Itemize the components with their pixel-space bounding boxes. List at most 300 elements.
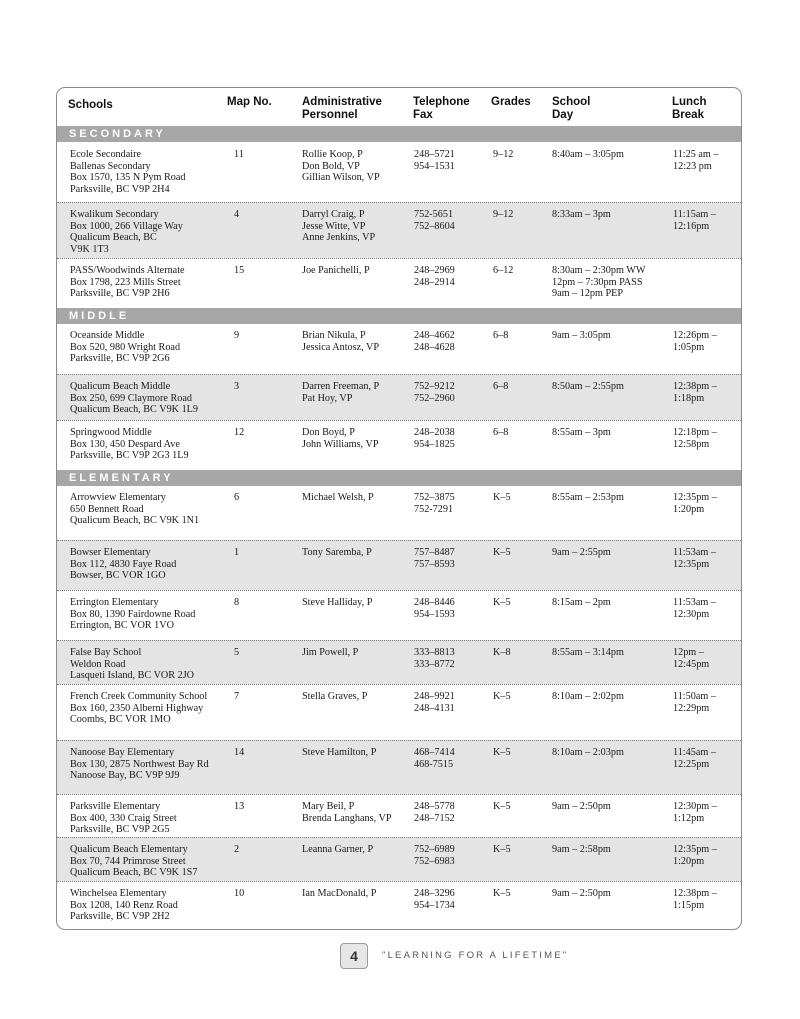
cell-school	[70, 888, 230, 923]
cell-admin-line: Gillian Wilson, VP	[302, 172, 380, 184]
cell-admin-line: Ian MacDonald, P	[302, 888, 377, 899]
cell-admin-line: Anne Jenkins, VP	[302, 232, 376, 244]
table-row	[57, 794, 741, 837]
cell-map-no	[234, 330, 274, 342]
cell-map-no	[234, 801, 274, 813]
cell-school	[70, 801, 230, 836]
cell-grades-value: K–5	[493, 691, 511, 702]
cell-school-line: Box 400, 330 Craig Street	[70, 812, 177, 824]
cell-telephone-fax-line: 468–7414	[414, 747, 455, 758]
cell-map-no	[234, 381, 274, 393]
cell-map-no-value: 6	[234, 492, 240, 503]
cell-school	[70, 149, 230, 195]
cell-school-day-line: 8:50am – 2:55pm	[552, 381, 624, 392]
cell-map-no-value: 9	[234, 330, 240, 341]
cell-school	[70, 427, 230, 462]
cell-map-no	[234, 691, 274, 703]
cell-telephone-fax	[414, 691, 484, 714]
cell-telephone-fax	[414, 330, 484, 353]
cell-lunch-break-line: 12:30pm –	[673, 801, 717, 812]
cell-telephone-fax-line: 248–4131	[414, 702, 455, 714]
cell-lunch-break-line: 11:53am –	[673, 597, 716, 608]
cell-school	[70, 597, 230, 632]
cell-map-no	[234, 888, 274, 900]
cell-admin-line: Mary Beil, P	[302, 801, 355, 812]
cell-grades	[493, 265, 543, 277]
cell-school-line: Box 80, 1390 Fairdowne Road	[70, 608, 196, 620]
cell-school-day-line: 9am – 2:58pm	[552, 844, 611, 855]
cell-map-no	[234, 844, 274, 856]
cell-school	[70, 381, 230, 416]
section-title: ELEMENTARY	[69, 472, 174, 484]
cell-telephone-fax-line: 752–9212	[414, 381, 455, 392]
cell-admin-line: Leanna Garner, P	[302, 844, 374, 855]
cell-lunch-break	[673, 209, 739, 232]
cell-school	[70, 492, 230, 527]
cell-lunch-break	[673, 330, 739, 353]
cell-admin	[302, 747, 412, 759]
cell-grades	[493, 381, 543, 393]
cell-admin-line: Michael Welsh, P	[302, 492, 374, 503]
cell-school	[70, 330, 230, 365]
cell-lunch-break-line: 11:45am –	[673, 747, 716, 758]
cell-admin	[302, 597, 412, 609]
cell-school-day	[552, 209, 667, 221]
cell-school-day-line: 8:10am – 2:03pm	[552, 747, 624, 758]
cell-telephone-fax-line: 752-5651	[414, 209, 454, 220]
table-row	[57, 486, 741, 540]
cell-school-line: Springwood Middle	[70, 427, 152, 438]
cell-lunch-break-line: 12:23 pm	[673, 160, 712, 172]
table-row	[57, 640, 741, 684]
header-lunch-break: Lunch Break	[672, 96, 707, 121]
cell-telephone-fax-line: 954–1825	[414, 438, 455, 450]
cell-map-no	[234, 265, 274, 277]
section-title: MIDDLE	[69, 310, 130, 322]
cell-lunch-break-line: 12:35pm	[673, 558, 710, 570]
cell-grades-value: K–5	[493, 801, 511, 812]
cell-grades-value: 6–8	[493, 330, 509, 341]
cell-school-line: V9K 1T3	[70, 243, 109, 255]
cell-school-line: Box 1570, 135 N Pym Road	[70, 172, 186, 184]
table-row	[57, 740, 741, 794]
cell-admin	[302, 209, 412, 244]
cell-school-line: Winchelsea Elementary	[70, 888, 167, 899]
cell-grades	[493, 747, 543, 759]
table-row	[57, 684, 741, 740]
cell-school-day	[552, 801, 667, 813]
cell-school	[70, 691, 230, 726]
cell-map-no	[234, 647, 274, 659]
table-row	[57, 202, 741, 258]
cell-school-day	[552, 381, 667, 393]
cell-lunch-break-line: 12:25pm	[673, 758, 710, 770]
cell-school-day-line: 8:33am – 3pm	[552, 209, 611, 220]
cell-lunch-break	[673, 427, 739, 450]
cell-school-line: Box 160, 2350 Alberni Highway	[70, 702, 204, 714]
cell-admin	[302, 265, 412, 277]
cell-lunch-break	[673, 801, 739, 824]
cell-admin	[302, 547, 412, 559]
cell-telephone-fax	[414, 547, 484, 570]
cell-lunch-break-line: 11:25 am –	[673, 149, 719, 160]
page-number: 4	[340, 943, 368, 969]
cell-telephone-fax-line: 954–1593	[414, 608, 455, 620]
cell-map-no-value: 11	[234, 149, 244, 160]
cell-admin-line: Don Bold, VP	[302, 160, 360, 172]
section-title: SECONDARY	[69, 128, 166, 140]
cell-school	[70, 209, 230, 255]
cell-telephone-fax-line: 752–6989	[414, 844, 455, 855]
cell-telephone-fax	[414, 844, 484, 867]
cell-lunch-break-line: 12pm –	[673, 647, 704, 658]
cell-school-day-line: 8:55am – 3:14pm	[552, 647, 624, 658]
cell-school-day	[552, 265, 667, 300]
cell-school-line: Parksville, BC V9P 2G6	[70, 353, 170, 365]
cell-school-day-line: 8:55am – 2:53pm	[552, 492, 624, 503]
cell-telephone-fax-line: 752–2960	[414, 392, 455, 404]
cell-grades-value: 6–8	[493, 381, 509, 392]
cell-school-day	[552, 747, 667, 759]
cell-school-day-line: 8:30am – 2:30pm WW	[552, 265, 646, 276]
cell-lunch-break-line: 12:38pm –	[673, 888, 717, 899]
cell-school-day	[552, 691, 667, 703]
cell-lunch-break-line: 12:18pm –	[673, 427, 717, 438]
cell-admin	[302, 427, 412, 450]
cell-map-no-value: 5	[234, 647, 240, 658]
cell-school-line: Box 1798, 223 Mills Street	[70, 276, 181, 288]
cell-admin	[302, 691, 412, 703]
cell-school-day-line: 8:55am – 3pm	[552, 427, 611, 438]
cell-admin-line: John Williams, VP	[302, 438, 379, 450]
cell-telephone-fax-line: 248–4662	[414, 330, 455, 341]
cell-grades	[493, 547, 543, 559]
cell-lunch-break-line: 12:26pm –	[673, 330, 717, 341]
header-grades: Grades	[491, 96, 531, 108]
cell-map-no-value: 7	[234, 691, 240, 702]
cell-telephone-fax-line: 752–6983	[414, 855, 455, 867]
cell-telephone-fax	[414, 492, 484, 515]
cell-grades	[493, 647, 543, 659]
cell-admin-line: Jessica Antosz, VP	[302, 341, 380, 353]
cell-telephone-fax	[414, 597, 484, 620]
cell-school-day	[552, 492, 667, 504]
cell-school-line: Oceanside Middle	[70, 330, 145, 341]
cell-grades	[493, 149, 543, 161]
cell-lunch-break	[673, 747, 739, 770]
cell-school-line: Parksville, BC V9P 2H6	[70, 288, 170, 300]
cell-lunch-break-line: 1:20pm	[673, 855, 705, 867]
cell-map-no-value: 3	[234, 381, 240, 392]
table-header	[57, 88, 741, 126]
cell-school-day	[552, 888, 667, 900]
cell-grades-value: 9–12	[493, 149, 514, 160]
cell-lunch-break-line: 11:50am –	[673, 691, 716, 702]
table-row	[57, 881, 741, 927]
cell-telephone-fax	[414, 381, 484, 404]
cell-grades	[493, 427, 543, 439]
cell-telephone-fax	[414, 149, 484, 172]
table-row	[57, 258, 741, 308]
cell-school-line: Errington Elementary	[70, 597, 159, 608]
cell-school-line: Box 520, 980 Wright Road	[70, 341, 181, 353]
cell-school	[70, 747, 230, 782]
cell-map-no	[234, 209, 274, 221]
cell-school-line: Ecole Secondaire	[70, 149, 141, 160]
cell-map-no	[234, 747, 274, 759]
cell-admin-line: Darryl Craig, P	[302, 209, 365, 220]
cell-telephone-fax-line: 248–2914	[414, 276, 455, 288]
cell-school-line: Box 250, 699 Claymore Road	[70, 392, 192, 404]
cell-school-day	[552, 330, 667, 342]
cell-lunch-break	[673, 597, 739, 620]
cell-lunch-break	[673, 149, 739, 172]
table-row	[57, 540, 741, 590]
cell-school-day-line: 8:40am – 3:05pm	[552, 149, 624, 160]
cell-school-day-line: 12pm – 7:30pm PASS	[552, 276, 643, 288]
cell-map-no-value: 12	[234, 427, 245, 438]
cell-map-no-value: 15	[234, 265, 245, 276]
cell-map-no	[234, 597, 274, 609]
cell-telephone-fax-line: 757–8487	[414, 547, 455, 558]
cell-admin	[302, 844, 412, 856]
cell-lunch-break-line: 11:15am –	[673, 209, 716, 220]
cell-lunch-break-line: 1:15pm	[673, 899, 705, 911]
section-header-middle	[57, 308, 741, 324]
cell-school-day	[552, 597, 667, 609]
page-footer	[340, 943, 740, 971]
cell-lunch-break-line: 12:16pm	[673, 220, 710, 232]
cell-grades-value: K–5	[493, 492, 511, 503]
cell-telephone-fax-line: 752–3875	[414, 492, 455, 503]
cell-lunch-break-line: 12:38pm –	[673, 381, 717, 392]
cell-telephone-fax-line: 248–2969	[414, 265, 455, 276]
cell-map-no-value: 1	[234, 547, 240, 558]
cell-lunch-break-line: 1:12pm	[673, 812, 705, 824]
cell-school-line: Nanoose Bay, BC V9P 9J9	[70, 770, 180, 782]
cell-school-line: PASS/Woodwinds Alternate	[70, 265, 185, 276]
cell-grades-value: K–5	[493, 888, 511, 899]
cell-school	[70, 265, 230, 300]
cell-grades	[493, 844, 543, 856]
cell-admin-line: Darren Freeman, P	[302, 381, 380, 392]
cell-school-line: Qualicum Beach Middle	[70, 381, 171, 392]
cell-school-line: Nanoose Bay Elementary	[70, 747, 175, 758]
cell-admin-line: Jim Powell, P	[302, 647, 359, 658]
cell-lunch-break-line: 12:45pm	[673, 658, 710, 670]
cell-map-no	[234, 492, 274, 504]
cell-school-line: Kwalikum Secondary	[70, 209, 159, 220]
cell-telephone-fax	[414, 209, 484, 232]
cell-school-line: Qualicum Beach Elementary	[70, 844, 188, 855]
cell-school-day-line: 9am – 3:05pm	[552, 330, 611, 341]
cell-school-line: Box 70, 744 Primrose Street	[70, 855, 186, 867]
cell-school	[70, 547, 230, 582]
cell-school-line: Qualicum Beach, BC V9K 1N1	[70, 515, 200, 527]
cell-grades-value: K–8	[493, 647, 511, 658]
table-row	[57, 143, 741, 202]
table-row	[57, 420, 741, 466]
cell-telephone-fax-line: 248–8446	[414, 597, 455, 608]
cell-lunch-break	[673, 647, 739, 670]
cell-school-line: Errington, BC VOR 1VO	[70, 620, 174, 632]
cell-admin-line: Rollie Koop, P	[302, 149, 363, 160]
cell-school	[70, 844, 230, 879]
header-school-day: School Day	[552, 96, 591, 121]
cell-school-line: Box 112, 4830 Faye Road	[70, 558, 177, 570]
cell-school-day-line: 9am – 2:55pm	[552, 547, 611, 558]
cell-admin-line: Brenda Langhans, VP	[302, 812, 392, 824]
cell-telephone-fax-line: 752–8604	[414, 220, 455, 232]
cell-grades	[493, 888, 543, 900]
cell-map-no-value: 8	[234, 597, 240, 608]
table-row	[57, 324, 741, 374]
cell-school-day	[552, 647, 667, 659]
cell-lunch-break-line: 12:35pm –	[673, 492, 717, 503]
cell-school-line: 650 Bennett Road	[70, 503, 144, 515]
cell-admin-line: Pat Hoy, VP	[302, 392, 353, 404]
footer-tagline: "LEARNING FOR A LIFETIME"	[382, 950, 569, 961]
cell-map-no-value: 4	[234, 209, 240, 220]
header-telephone-fax: Telephone Fax	[413, 96, 470, 121]
cell-telephone-fax-line: 248–2038	[414, 427, 455, 438]
header-schools: Schools	[68, 99, 113, 111]
cell-telephone-fax-line: 248–4628	[414, 341, 455, 353]
cell-admin	[302, 801, 412, 824]
cell-school-day	[552, 547, 667, 559]
cell-lunch-break-line: 12:30pm	[673, 608, 710, 620]
section-header-elementary	[57, 470, 741, 486]
table-row	[57, 374, 741, 420]
cell-school-day	[552, 149, 667, 161]
cell-telephone-fax	[414, 265, 484, 288]
cell-telephone-fax-line: 248–9921	[414, 691, 455, 702]
cell-school-day-line: 8:15am – 2pm	[552, 597, 611, 608]
cell-lunch-break-line: 12:29pm	[673, 702, 710, 714]
cell-telephone-fax-line: 757–8593	[414, 558, 455, 570]
cell-telephone-fax-line: 333–8813	[414, 647, 455, 658]
cell-map-no-value: 14	[234, 747, 245, 758]
cell-school-day-line: 9am – 2:50pm	[552, 801, 611, 812]
cell-admin	[302, 149, 412, 184]
cell-school-line: Bowser, BC VOR 1GO	[70, 570, 166, 582]
cell-school-day-line: 8:10am – 2:02pm	[552, 691, 624, 702]
cell-grades	[493, 209, 543, 221]
cell-lunch-break	[673, 691, 739, 714]
cell-admin	[302, 647, 412, 659]
cell-map-no-value: 13	[234, 801, 245, 812]
cell-school-day	[552, 844, 667, 856]
cell-telephone-fax	[414, 801, 484, 824]
cell-lunch-break-line: 1:20pm	[673, 503, 705, 515]
cell-school-line: Coombs, BC VOR 1MO	[70, 714, 171, 726]
cell-telephone-fax	[414, 888, 484, 911]
cell-school-line: Bowser Elementary	[70, 547, 151, 558]
cell-school-line: Lasqueti Island, BC VOR 2JO	[70, 670, 195, 682]
cell-grades	[493, 801, 543, 813]
cell-school-line: Box 1000, 266 Village Way	[70, 220, 183, 232]
cell-map-no-value: 2	[234, 844, 240, 855]
cell-map-no	[234, 427, 274, 439]
cell-lunch-break-line: 11:53am –	[673, 547, 716, 558]
header-admin: Administrative Personnel	[302, 96, 382, 121]
cell-grades-value: K–5	[493, 844, 511, 855]
cell-school-day-line: 9am – 12pm PEP	[552, 288, 624, 300]
cell-map-no	[234, 149, 274, 161]
cell-admin	[302, 888, 412, 900]
cell-school-line: Box 130, 450 Despard Ave	[70, 438, 180, 450]
header-map-no: Map No.	[227, 96, 272, 108]
cell-telephone-fax-line: 248–5778	[414, 801, 455, 812]
cell-school-line: False Bay School	[70, 647, 142, 658]
cell-lunch-break-line: 12:35pm –	[673, 844, 717, 855]
cell-school-day-line: 9am – 2:50pm	[552, 888, 611, 899]
cell-grades	[493, 492, 543, 504]
cell-lunch-break	[673, 888, 739, 911]
cell-school	[70, 647, 230, 682]
cell-grades	[493, 691, 543, 703]
cell-telephone-fax-line: 248–7152	[414, 812, 455, 824]
cell-telephone-fax-line: 248–3296	[414, 888, 455, 899]
cell-admin-line: Steve Halliday, P	[302, 597, 373, 608]
cell-school-line: Parksville, BC V9P 2G3 1L9	[70, 450, 189, 462]
cell-school-line: Parksville, BC V9P 2H4	[70, 183, 170, 195]
schools-table	[56, 87, 742, 930]
cell-admin-line: Tony Saremba, P	[302, 547, 372, 558]
section-header-secondary	[57, 126, 741, 142]
cell-telephone-fax	[414, 647, 484, 670]
cell-lunch-break	[673, 381, 739, 404]
cell-admin-line: Don Boyd, P	[302, 427, 355, 438]
cell-admin-line: Joe Panichelli, P	[302, 265, 370, 276]
cell-school-line: Qualicum Beach, BC V9K 1S7	[70, 867, 198, 879]
cell-admin	[302, 492, 412, 504]
cell-lunch-break-line: 12:58pm	[673, 438, 710, 450]
cell-school-line: Qualicum Beach, BC	[70, 232, 157, 244]
cell-school-line: Parksville, BC V9P 2G5	[70, 824, 170, 836]
cell-telephone-fax-line: 468-7515	[414, 758, 454, 770]
cell-lunch-break-line: 1:05pm	[673, 341, 705, 353]
table-row	[57, 590, 741, 640]
cell-school-day	[552, 427, 667, 439]
cell-grades-value: 6–8	[493, 427, 509, 438]
cell-telephone-fax	[414, 427, 484, 450]
cell-grades-value: K–5	[493, 597, 511, 608]
cell-admin	[302, 381, 412, 404]
cell-map-no-value: 10	[234, 888, 245, 899]
cell-school-line: Box 1208, 140 Renz Road	[70, 899, 178, 911]
cell-admin	[302, 330, 412, 353]
cell-school-line: Parksville Elementary	[70, 801, 161, 812]
cell-lunch-break	[673, 844, 739, 867]
cell-lunch-break-line: 1:18pm	[673, 392, 705, 404]
cell-grades-value: 6–12	[493, 265, 514, 276]
cell-school-line: French Creek Community School	[70, 691, 208, 702]
cell-telephone-fax-line: 333–8772	[414, 658, 455, 670]
cell-telephone-fax-line: 248–5721	[414, 149, 455, 160]
cell-admin-line: Jesse Witte, VP	[302, 220, 366, 232]
cell-admin-line: Steve Hamilton, P	[302, 747, 377, 758]
cell-grades-value: K–5	[493, 747, 511, 758]
cell-telephone-fax-line: 954–1734	[414, 899, 455, 911]
cell-grades-value: 9–12	[493, 209, 514, 220]
cell-admin-line: Stella Graves, P	[302, 691, 368, 702]
cell-telephone-fax	[414, 747, 484, 770]
cell-school-line: Qualicum Beach, BC V9K 1L9	[70, 404, 198, 416]
cell-map-no	[234, 547, 274, 559]
cell-school-line: Parksville, BC V9P 2H2	[70, 911, 170, 923]
cell-grades	[493, 597, 543, 609]
